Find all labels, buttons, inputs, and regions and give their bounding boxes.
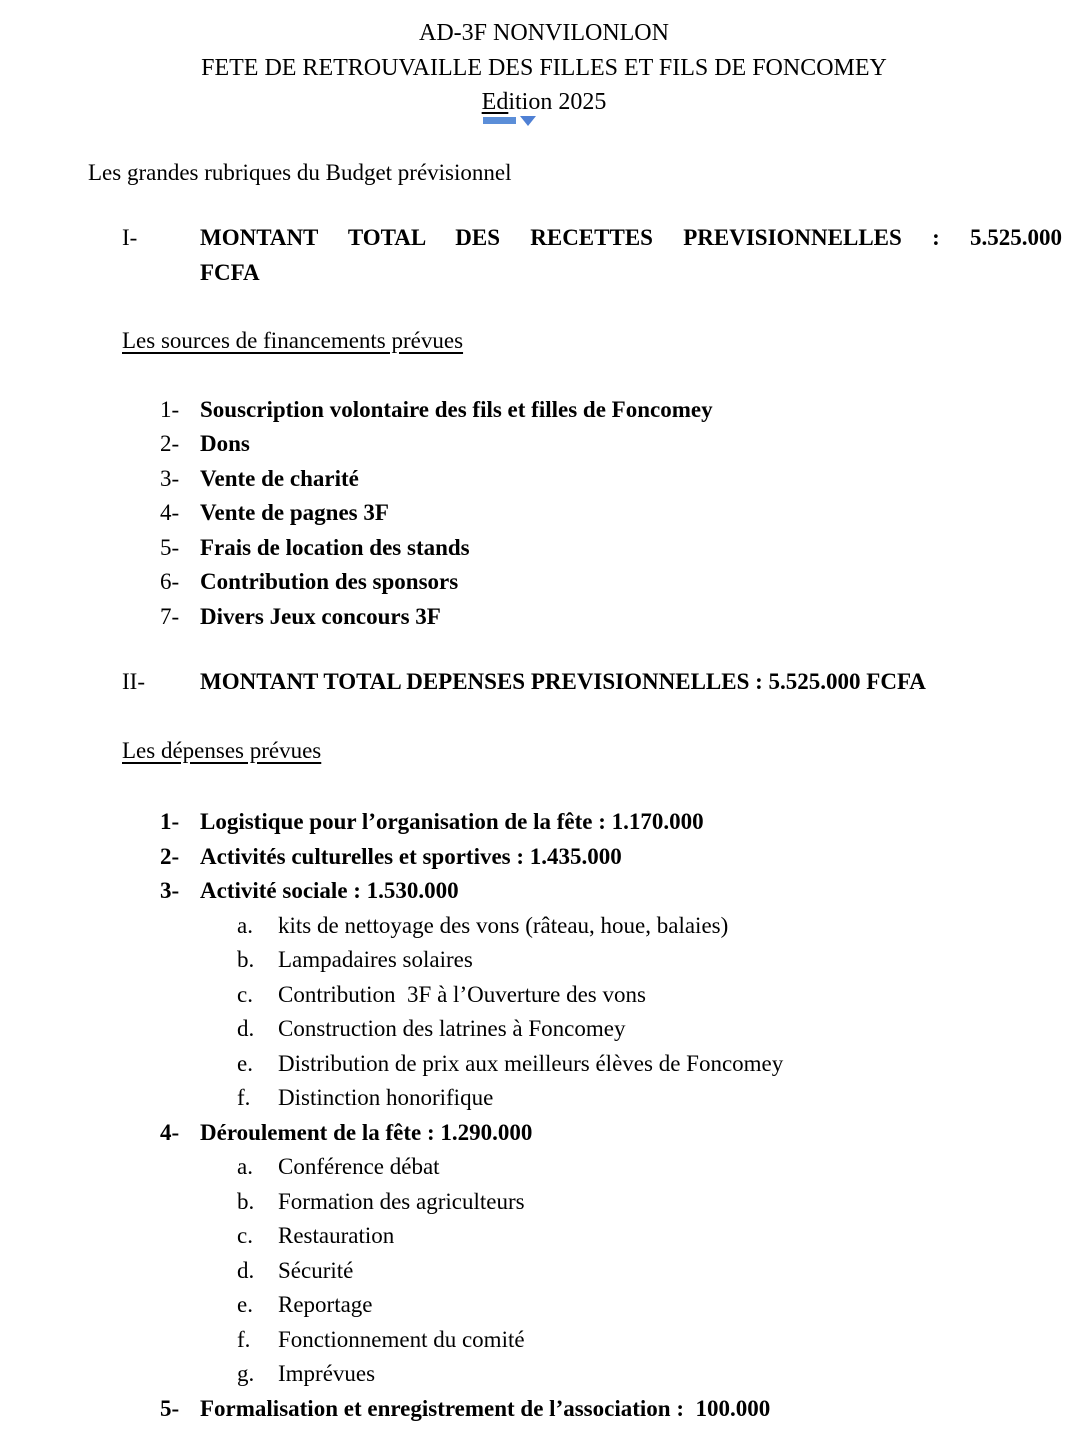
section-2-numeral: II- xyxy=(122,669,145,694)
title-line-3 xyxy=(0,85,1088,120)
expense-subitem xyxy=(237,1047,1062,1082)
expense-subitem-text: Fonctionnement du comité xyxy=(278,1326,525,1352)
expense-subitem xyxy=(237,1357,1062,1392)
edition-underlined-text: Ed xyxy=(481,89,509,115)
section-1-heading xyxy=(122,221,1062,290)
expense-subitem xyxy=(237,1219,1062,1254)
expense-subitem-text: Lampadaires solaires xyxy=(278,947,473,972)
expense-subitem xyxy=(237,1323,1062,1358)
expense-subitem-letter: f. xyxy=(237,1326,251,1352)
expense-subitem-text: Conférence débat xyxy=(278,1154,440,1179)
suggestion-dropdown-icon[interactable] xyxy=(520,116,536,126)
source-item xyxy=(160,600,1062,635)
expense-subitem-text: Sécurité xyxy=(278,1257,354,1283)
source-item xyxy=(160,565,1062,600)
source-item-text: Contribution des sponsors xyxy=(200,569,459,594)
expense-item-text: Activités culturelles et sportives : 1.435.000 xyxy=(200,843,622,869)
expense-subitem-letter: a. xyxy=(237,1154,253,1179)
expense-subitem-letter: c. xyxy=(237,1223,253,1248)
source-item-number: 2- xyxy=(160,431,180,456)
expense-subitem xyxy=(237,978,1062,1013)
expense-subitem-letter: f. xyxy=(237,1085,251,1110)
intro-paragraph: Les grandes rubriques du Budget prévisionnel xyxy=(88,159,512,185)
expense-item-number: 3- xyxy=(160,878,180,903)
expense-subitem-letter: b. xyxy=(237,947,255,972)
expense-item xyxy=(160,840,1062,875)
expense-subitem-letter: g. xyxy=(237,1361,255,1386)
expense-item-number: 1- xyxy=(160,809,180,834)
expense-item-number: 4- xyxy=(160,1119,180,1145)
expense-subitem xyxy=(237,943,1062,978)
expense-subitem-letter: d. xyxy=(237,1257,255,1283)
expense-subitem-text: Imprévues xyxy=(278,1361,376,1386)
section-2-title-line: MONTANT TOTAL DEPENSES PREVISIONNELLES : 5.525.000 FCFA xyxy=(200,669,926,694)
expense-item xyxy=(160,1116,1062,1151)
expense-subitem-text: Construction des latrines à Foncomey xyxy=(278,1016,626,1041)
source-item-number: 4- xyxy=(160,500,180,525)
source-item-text: Vente de charité xyxy=(200,465,359,491)
source-item xyxy=(160,462,1062,497)
source-item-text: Souscription volontaire des fils et filles de Foncomey xyxy=(200,396,713,422)
source-item xyxy=(160,393,1062,428)
expense-subitem-text: Contribution 3F à l’Ouverture des vons xyxy=(278,981,646,1007)
suggestion-marker-bar[interactable] xyxy=(483,117,516,124)
expense-subitem-text: Restauration xyxy=(278,1223,395,1248)
source-item-number: 6- xyxy=(160,569,180,594)
expense-subitem-text: Distribution de prix aux meilleurs élèves de Foncomey xyxy=(278,1050,784,1076)
expense-subitem xyxy=(237,1150,1062,1185)
edition-rest-text: ition 2025 xyxy=(508,89,607,115)
source-item xyxy=(160,531,1062,566)
expense-subitem-letter: e. xyxy=(237,1292,253,1317)
source-item-number: 1- xyxy=(160,396,180,422)
edition-text xyxy=(482,85,607,120)
expense-item xyxy=(160,1392,1062,1427)
source-item-text: Dons xyxy=(200,431,250,456)
expense-subitem xyxy=(237,1254,1062,1289)
section-1-title-line-1: MONTANT TOTAL DES RECETTES PREVISIONNELLES : 5.525.000 xyxy=(200,225,1062,250)
expense-subitem-text: kits de nettoyage des vons (râteau, houe, balaies) xyxy=(278,912,729,938)
source-item-text: Vente de pagnes 3F xyxy=(200,500,389,525)
source-item-text: Divers Jeux concours 3F xyxy=(200,603,441,629)
section-1-numeral: I- xyxy=(122,225,138,250)
expense-subitem-text: Reportage xyxy=(278,1292,373,1317)
expense-subitem-text: Distinction honorifique xyxy=(278,1085,494,1110)
expense-subitem xyxy=(237,1185,1062,1220)
source-item-number: 5- xyxy=(160,534,180,560)
expenses-list xyxy=(0,805,1088,1426)
expense-subitem-letter: a. xyxy=(237,912,253,938)
expenses-heading: Les dépenses prévues xyxy=(122,737,322,763)
expense-subitem-letter: e. xyxy=(237,1050,253,1076)
source-item xyxy=(160,427,1062,462)
sources-list xyxy=(0,393,1088,635)
section-1-title-line-2: FCFA xyxy=(200,259,260,285)
expense-subitem-letter: c. xyxy=(237,981,253,1007)
expense-item-text: Logistique pour l’organisation de la fête : 1.170.000 xyxy=(200,809,704,834)
source-item-text: Frais de location des stands xyxy=(200,534,470,560)
expense-item xyxy=(160,805,1062,840)
expense-item-text: Déroulement de la fête : 1.290.000 xyxy=(200,1119,533,1145)
section-2-heading xyxy=(122,665,1062,700)
document-title xyxy=(0,16,1088,120)
expense-subitem xyxy=(237,1081,1062,1116)
title-line-2: FETE DE RETROUVAILLE DES FILLES ET FILS DE FONCOMEY xyxy=(201,54,887,81)
expense-item xyxy=(160,874,1062,909)
expense-subitem-letter: d. xyxy=(237,1016,255,1041)
expense-subitem xyxy=(237,1012,1062,1047)
expense-subitem-letter: b. xyxy=(237,1188,255,1214)
sources-heading: Les sources de financements prévues xyxy=(122,328,464,353)
section-2-title xyxy=(200,665,1062,700)
expense-item-number: 5- xyxy=(160,1395,180,1421)
expense-item-text: Formalisation et enregistrement de l’association : 100.000 xyxy=(200,1395,771,1421)
expense-subitem xyxy=(237,1288,1062,1323)
title-line-1: AD-3F NONVILONLON xyxy=(419,20,669,46)
expense-subitem-text: Formation des agriculteurs xyxy=(278,1188,525,1214)
expense-item-text: Activité sociale : 1.530.000 xyxy=(200,878,459,903)
section-1-title xyxy=(200,221,1062,290)
expense-subitem xyxy=(237,909,1062,944)
expense-item-number: 2- xyxy=(160,843,180,869)
source-item-number: 3- xyxy=(160,465,180,491)
source-item xyxy=(160,496,1062,531)
source-item-number: 7- xyxy=(160,603,180,629)
